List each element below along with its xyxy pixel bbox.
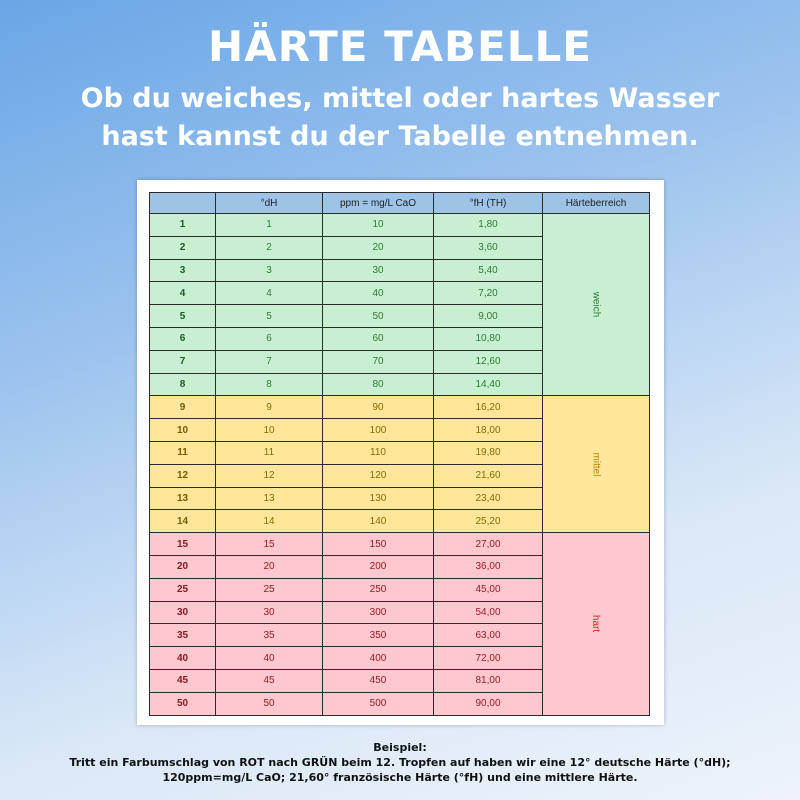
header-cell-dh: °dH	[216, 193, 323, 214]
cell-dh: 2	[216, 236, 323, 259]
cell-fh: 72,00	[434, 647, 543, 670]
cell-ppm: 100	[323, 419, 434, 442]
cell-fh: 36,00	[434, 555, 543, 578]
cell-ppm: 450	[323, 669, 434, 692]
table-body	[150, 214, 650, 716]
cell-fh: 63,00	[434, 624, 543, 647]
cell-fh: 90,00	[434, 692, 543, 715]
cell-ppm: 40	[323, 282, 434, 305]
cell-fh: 23,40	[434, 487, 543, 510]
cell-index: 7	[150, 350, 216, 373]
cell-ppm: 70	[323, 350, 434, 373]
cell-fh: 1,80	[434, 214, 543, 237]
cell-index: 10	[150, 419, 216, 442]
cell-index: 12	[150, 464, 216, 487]
header-cell-range: Härteberreich	[543, 193, 650, 214]
cell-index: 14	[150, 510, 216, 533]
cell-ppm: 60	[323, 327, 434, 350]
cell-ppm: 50	[323, 305, 434, 328]
cell-dh: 50	[216, 692, 323, 715]
cell-ppm: 400	[323, 647, 434, 670]
cell-fh: 18,00	[434, 419, 543, 442]
cell-fh: 25,20	[434, 510, 543, 533]
table-row	[150, 214, 650, 237]
cell-index: 50	[150, 692, 216, 715]
cell-fh: 19,80	[434, 441, 543, 464]
cell-ppm: 500	[323, 692, 434, 715]
category-label: mittel	[590, 452, 602, 477]
cell-ppm: 120	[323, 464, 434, 487]
cell-fh: 27,00	[434, 533, 543, 556]
cell-index: 25	[150, 578, 216, 601]
cell-index: 45	[150, 669, 216, 692]
table-header-row	[150, 193, 650, 214]
cell-index: 1	[150, 214, 216, 237]
cell-fh: 21,60	[434, 464, 543, 487]
cell-dh: 1	[216, 214, 323, 237]
cell-dh: 5	[216, 305, 323, 328]
cell-dh: 10	[216, 419, 323, 442]
cell-dh: 40	[216, 647, 323, 670]
cell-index: 5	[150, 305, 216, 328]
cell-ppm: 140	[323, 510, 434, 533]
cell-dh: 14	[216, 510, 323, 533]
cell-fh: 81,00	[434, 669, 543, 692]
cell-index: 20	[150, 555, 216, 578]
header-cell-index	[150, 193, 216, 214]
example-heading: Beispiel:	[373, 741, 427, 754]
cell-ppm: 200	[323, 555, 434, 578]
category-label: hart	[590, 615, 602, 633]
cell-ppm: 80	[323, 373, 434, 396]
cell-index: 15	[150, 533, 216, 556]
cell-dh: 3	[216, 259, 323, 282]
cell-dh: 15	[216, 533, 323, 556]
cell-fh: 14,40	[434, 373, 543, 396]
table-sheet	[137, 180, 664, 725]
cell-dh: 4	[216, 282, 323, 305]
cell-fh: 12,60	[434, 350, 543, 373]
cell-ppm: 150	[323, 533, 434, 556]
cell-dh: 13	[216, 487, 323, 510]
cell-index: 6	[150, 327, 216, 350]
page-title: HÄRTE TABELLE	[208, 22, 592, 71]
cell-dh: 9	[216, 396, 323, 419]
cell-index: 8	[150, 373, 216, 396]
header-cell-fh: °fH (TH)	[434, 193, 543, 214]
page-subtitle	[0, 80, 800, 156]
cell-fh: 16,20	[434, 396, 543, 419]
cell-dh: 25	[216, 578, 323, 601]
cell-fh: 5,40	[434, 259, 543, 282]
cell-dh: 12	[216, 464, 323, 487]
category-label: weich	[590, 291, 602, 318]
cell-ppm: 250	[323, 578, 434, 601]
cell-ppm: 30	[323, 259, 434, 282]
hardness-table	[149, 192, 650, 716]
cell-index: 9	[150, 396, 216, 419]
subtitle-line-2: hast kannst du der Tabelle entnehmen.	[101, 121, 699, 152]
header-cell-ppm: ppm = mg/L CaO	[323, 193, 434, 214]
cell-dh: 7	[216, 350, 323, 373]
hardness-category-mittel	[543, 396, 650, 533]
cell-fh: 54,00	[434, 601, 543, 624]
cell-fh: 45,00	[434, 578, 543, 601]
cell-index: 2	[150, 236, 216, 259]
cell-dh: 45	[216, 669, 323, 692]
cell-dh: 35	[216, 624, 323, 647]
cell-index: 30	[150, 601, 216, 624]
cell-index: 4	[150, 282, 216, 305]
cell-ppm: 20	[323, 236, 434, 259]
cell-fh: 10,80	[434, 327, 543, 350]
example-line-1: Tritt ein Farbumschlag von ROT nach GRÜN beim 12. Tropfen auf haben wir eine 12° deutsche Härte (°dH);	[69, 756, 731, 769]
table-row	[150, 396, 650, 419]
cell-fh: 3,60	[434, 236, 543, 259]
table-row	[150, 533, 650, 556]
cell-fh: 7,20	[434, 282, 543, 305]
cell-ppm: 130	[323, 487, 434, 510]
cell-ppm: 350	[323, 624, 434, 647]
cell-dh: 30	[216, 601, 323, 624]
cell-index: 35	[150, 624, 216, 647]
cell-dh: 11	[216, 441, 323, 464]
cell-ppm: 10	[323, 214, 434, 237]
cell-dh: 20	[216, 555, 323, 578]
cell-ppm: 300	[323, 601, 434, 624]
cell-dh: 8	[216, 373, 323, 396]
cell-index: 13	[150, 487, 216, 510]
example-line-2: 120ppm=mg/L CaO; 21,60° französische Härte (°fH) und eine mittlere Härte.	[162, 771, 638, 784]
cell-dh: 6	[216, 327, 323, 350]
cell-fh: 9,00	[434, 305, 543, 328]
cell-index: 11	[150, 441, 216, 464]
hardness-category-weich	[543, 214, 650, 396]
cell-index: 3	[150, 259, 216, 282]
cell-ppm: 90	[323, 396, 434, 419]
example-note	[0, 740, 800, 785]
cell-ppm: 110	[323, 441, 434, 464]
hardness-category-hart	[543, 533, 650, 715]
cell-index: 40	[150, 647, 216, 670]
subtitle-line-1: Ob du weiches, mittel oder hartes Wasser	[80, 83, 720, 114]
